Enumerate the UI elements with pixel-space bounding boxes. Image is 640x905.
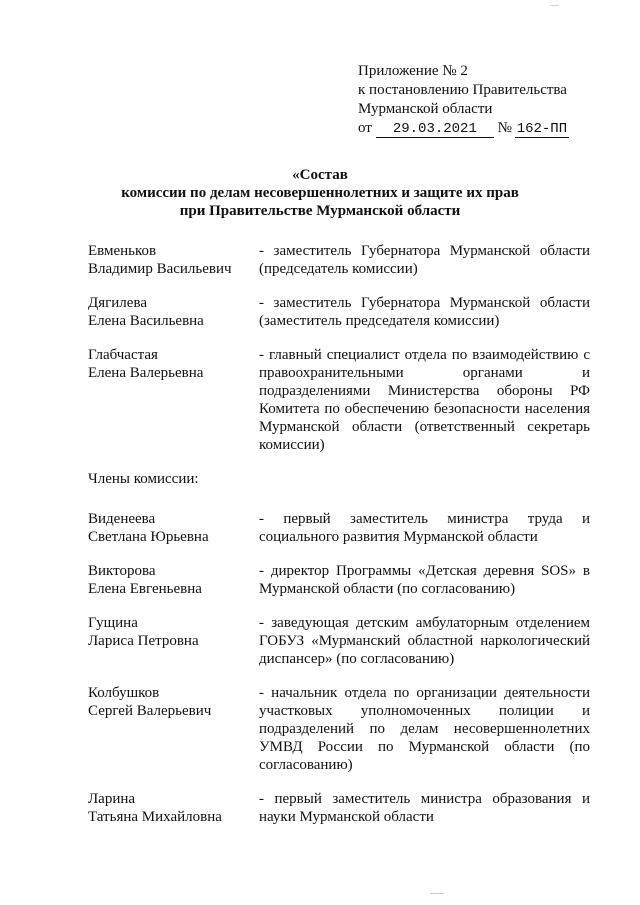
surname: Виденеева <box>88 511 156 527</box>
roster-entry <box>88 346 590 454</box>
title-line-1: «Состав <box>292 167 348 183</box>
given-name: Елена Валерьевна <box>88 365 204 381</box>
document-title <box>0 166 640 220</box>
person-name <box>88 790 259 826</box>
resolution-date: 29.03.2021 <box>376 122 494 138</box>
person-name <box>88 684 259 774</box>
surname: Евменьков <box>88 243 157 259</box>
surname: Ларина <box>88 791 136 807</box>
commission-roster <box>88 242 590 842</box>
given-name: Светлана Юрьевна <box>88 529 209 545</box>
surname: Викторова <box>88 563 156 579</box>
given-name: Елена Васильевна <box>88 313 204 329</box>
roster-entry <box>88 790 590 826</box>
person-name <box>88 346 259 454</box>
annex-date-line <box>358 119 569 138</box>
person-name <box>88 294 259 330</box>
person-role: - заведующая детским амбулаторным отделением ГОБУЗ «Мурманский областной наркологический диспансер» (по согласованию) <box>259 615 590 667</box>
given-name: Елена Евгеньевна <box>88 581 202 597</box>
person-role: - директор Программы «Детская деревня SOS» в Мурманской области (по согласованию) <box>259 563 590 597</box>
annex-number-line: Приложение № 2 <box>358 63 468 79</box>
annex-resolution-line: к постановлению Правительства <box>358 82 567 98</box>
from-label: от <box>358 120 372 136</box>
given-name: Владимир Васильевич <box>88 261 232 277</box>
person-name <box>88 614 259 668</box>
annex-region-line: Мурманской области <box>358 101 493 117</box>
person-role: - начальник отдела по организации деятельности участковых уполномоченных полиции и подразделений по делам несовершеннолетних УМВД России по Мурманской области (по согласованию) <box>259 685 590 773</box>
page-edge-mark <box>430 893 444 898</box>
roster-entry <box>88 614 590 668</box>
annex-header <box>358 62 569 138</box>
person-role: - главный специалист отдела по взаимодействию с правоохранительными органами и подразделениями Министерства обороны РФ Комитета по обеспечению безопасности населения Мурманской области (ответственный секретарь комиссии) <box>259 347 590 453</box>
given-name: Татьяна Михайловна <box>88 809 222 825</box>
given-name: Лариса Петровна <box>88 633 199 649</box>
person-name <box>88 242 259 278</box>
person-role: - заместитель Губернатора Мурманской области (заместитель председателя комиссии) <box>259 295 590 329</box>
roster-entry <box>88 510 590 546</box>
title-line-2: комиссии по делам несовершеннолетних и защите их прав <box>121 185 519 201</box>
surname: Колбушков <box>88 685 160 701</box>
surname: Глабчастая <box>88 347 158 363</box>
person-role: - первый заместитель министра образования и науки Мурманской области <box>259 791 590 825</box>
surname: Дягилева <box>88 295 147 311</box>
number-label: № <box>497 120 512 136</box>
roster-entry <box>88 294 590 330</box>
members-heading: Члены комиссии: <box>88 471 199 487</box>
page-edge-mark: ⎯⎯ <box>550 0 560 10</box>
person-role: - заместитель Губернатора Мурманской области (председатель комиссии) <box>259 243 590 277</box>
roster-entry <box>88 562 590 598</box>
person-role: - первый заместитель министра труда и социального развития Мурманской области <box>259 511 590 545</box>
resolution-number: 162-ПП <box>516 121 568 137</box>
given-name: Сергей Валерьевич <box>88 703 212 719</box>
roster-entry <box>88 242 590 278</box>
roster-entry <box>88 684 590 774</box>
surname: Гущина <box>88 615 138 631</box>
person-name <box>88 510 259 546</box>
person-name <box>88 562 259 598</box>
title-line-3: при Правительстве Мурманской области <box>179 203 461 219</box>
